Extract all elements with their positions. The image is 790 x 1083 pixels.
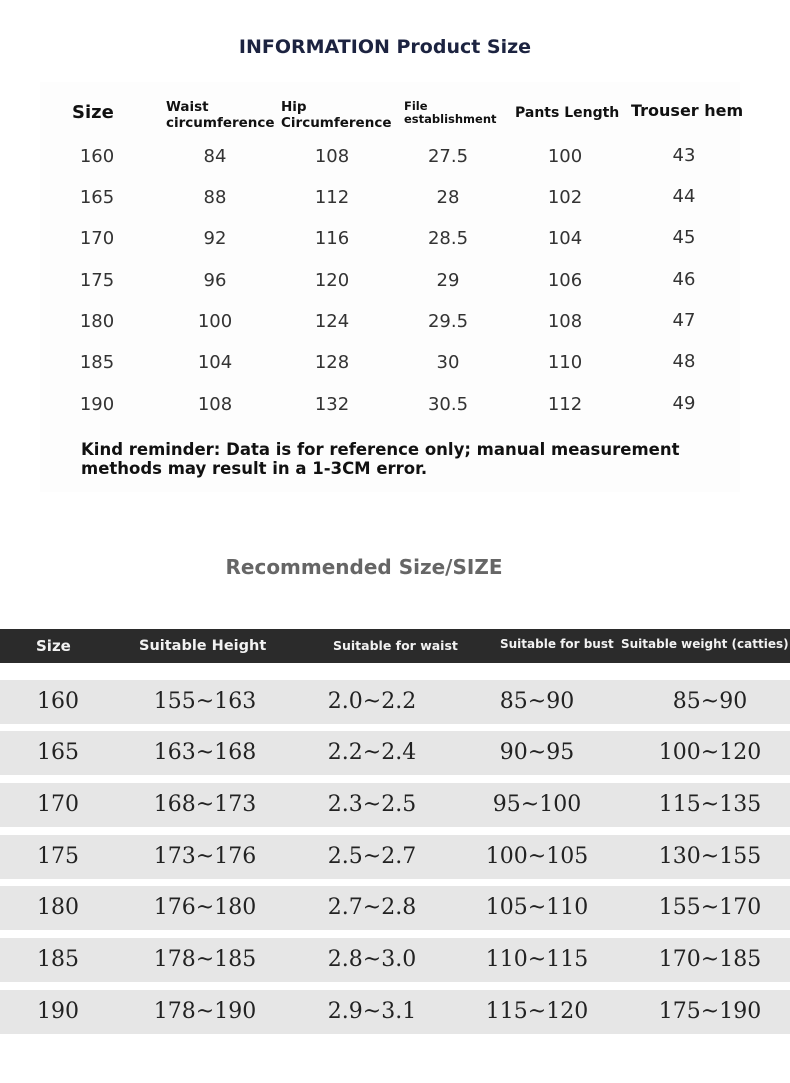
rec-header-weight: Suitable weight (catties) bbox=[621, 637, 789, 651]
recommended-cell: 155~163 bbox=[153, 689, 257, 714]
recommended-row bbox=[0, 990, 790, 1034]
recommended-cell: 115~135 bbox=[658, 792, 762, 817]
info-cell: 108 bbox=[547, 311, 583, 332]
info-cell: 47 bbox=[672, 310, 696, 331]
recommended-header-bar bbox=[0, 629, 790, 663]
info-cell: 110 bbox=[547, 352, 583, 373]
recommended-cell: 85~90 bbox=[499, 689, 575, 714]
recommended-cell: 185 bbox=[37, 947, 79, 972]
info-header-trouser-hem: Trouser hem bbox=[631, 101, 744, 120]
info-cell: 48 bbox=[672, 351, 696, 372]
recommended-cell: 175 bbox=[37, 844, 79, 869]
info-cell: 46 bbox=[672, 269, 696, 290]
recommended-cell: 163~168 bbox=[153, 740, 257, 765]
info-cell: 27.5 bbox=[427, 146, 469, 167]
recommended-row bbox=[0, 938, 790, 982]
rec-header-bust: Suitable for bust bbox=[500, 637, 614, 651]
info-cell: 185 bbox=[79, 352, 115, 373]
info-cell: 29 bbox=[436, 270, 460, 291]
info-header-file: File establishment bbox=[404, 99, 497, 127]
recommended-cell: 180 bbox=[37, 895, 79, 920]
rec-header-height: Suitable Height bbox=[139, 638, 267, 654]
info-cell: 116 bbox=[314, 228, 350, 249]
info-cell: 106 bbox=[547, 270, 583, 291]
recommended-cell: 175~190 bbox=[658, 999, 762, 1024]
recommended-cell: 178~190 bbox=[153, 999, 257, 1024]
recommended-cell: 105~110 bbox=[485, 895, 589, 920]
info-table-panel bbox=[40, 82, 740, 492]
recommended-cell: 178~185 bbox=[153, 947, 257, 972]
recommended-cell: 155~170 bbox=[658, 895, 762, 920]
info-cell: 120 bbox=[314, 270, 350, 291]
recommended-row bbox=[0, 680, 790, 724]
recommended-cell: 2.2~2.4 bbox=[327, 740, 417, 765]
recommended-cell: 170~185 bbox=[658, 947, 762, 972]
recommended-cell: 170 bbox=[37, 792, 79, 817]
recommended-cell: 2.7~2.8 bbox=[327, 895, 417, 920]
recommended-cell: 115~120 bbox=[485, 999, 589, 1024]
recommended-row bbox=[0, 731, 790, 775]
info-cell: 170 bbox=[79, 228, 115, 249]
info-cell: 84 bbox=[203, 146, 227, 167]
recommended-cell: 95~100 bbox=[492, 792, 582, 817]
kind-reminder: Kind reminder: Data is for reference only; manual measurement methods may result in a 1-3CM error. bbox=[81, 440, 680, 479]
info-cell: 108 bbox=[314, 146, 350, 167]
info-cell: 112 bbox=[314, 187, 350, 208]
info-header-hip: Hip Circumference bbox=[281, 99, 392, 131]
info-cell: 112 bbox=[547, 394, 583, 415]
info-cell: 30 bbox=[436, 352, 460, 373]
rec-header-waist: Suitable for waist bbox=[333, 638, 458, 653]
recommended-cell: 176~180 bbox=[153, 895, 257, 920]
info-cell: 104 bbox=[547, 228, 583, 249]
info-cell: 44 bbox=[672, 186, 696, 207]
info-cell: 28 bbox=[436, 187, 460, 208]
info-cell: 175 bbox=[79, 270, 115, 291]
info-cell: 100 bbox=[197, 311, 233, 332]
info-cell: 102 bbox=[547, 187, 583, 208]
info-cell: 180 bbox=[79, 311, 115, 332]
recommended-cell: 90~95 bbox=[499, 740, 575, 765]
recommended-cell: 110~115 bbox=[485, 947, 589, 972]
recommended-row bbox=[0, 783, 790, 827]
info-cell: 165 bbox=[79, 187, 115, 208]
recommended-cell: 165 bbox=[37, 740, 79, 765]
recommended-row bbox=[0, 835, 790, 879]
rec-header-size: Size bbox=[36, 637, 71, 655]
recommended-cell: 160 bbox=[37, 689, 79, 714]
recommended-cell: 100~120 bbox=[658, 740, 762, 765]
recommended-cell: 173~176 bbox=[153, 844, 257, 869]
info-cell: 29.5 bbox=[427, 311, 469, 332]
info-cell: 108 bbox=[197, 394, 233, 415]
recommended-cell: 168~173 bbox=[153, 792, 257, 817]
info-header-pants-length: Pants Length bbox=[515, 105, 620, 121]
info-cell: 104 bbox=[197, 352, 233, 373]
info-cell: 160 bbox=[79, 146, 115, 167]
info-cell: 100 bbox=[547, 146, 583, 167]
info-cell: 49 bbox=[672, 393, 696, 414]
recommended-row bbox=[0, 886, 790, 930]
info-header-size: Size bbox=[72, 102, 114, 123]
recommended-cell: 130~155 bbox=[658, 844, 762, 869]
info-cell: 128 bbox=[314, 352, 350, 373]
info-cell: 43 bbox=[672, 145, 696, 166]
info-cell: 124 bbox=[314, 311, 350, 332]
recommended-cell: 85~90 bbox=[672, 689, 748, 714]
recommended-cell: 2.8~3.0 bbox=[327, 947, 417, 972]
recommended-cell: 2.9~3.1 bbox=[327, 999, 417, 1024]
info-cell: 45 bbox=[672, 227, 696, 248]
info-cell: 88 bbox=[203, 187, 227, 208]
recommended-cell: 2.3~2.5 bbox=[327, 792, 417, 817]
info-cell: 96 bbox=[203, 270, 227, 291]
recommended-cell: 190 bbox=[37, 999, 79, 1024]
recommended-title: Recommended Size/SIZE bbox=[225, 555, 503, 579]
recommended-cell: 2.0~2.2 bbox=[327, 689, 417, 714]
info-cell: 28.5 bbox=[427, 228, 469, 249]
info-table-title: INFORMATION Product Size bbox=[238, 36, 532, 58]
info-cell: 190 bbox=[79, 394, 115, 415]
info-cell: 30.5 bbox=[427, 394, 469, 415]
recommended-cell: 100~105 bbox=[485, 844, 589, 869]
info-cell: 132 bbox=[314, 394, 350, 415]
info-cell: 92 bbox=[203, 228, 227, 249]
info-header-waist: Waist circumference bbox=[166, 99, 275, 131]
recommended-cell: 2.5~2.7 bbox=[327, 844, 417, 869]
